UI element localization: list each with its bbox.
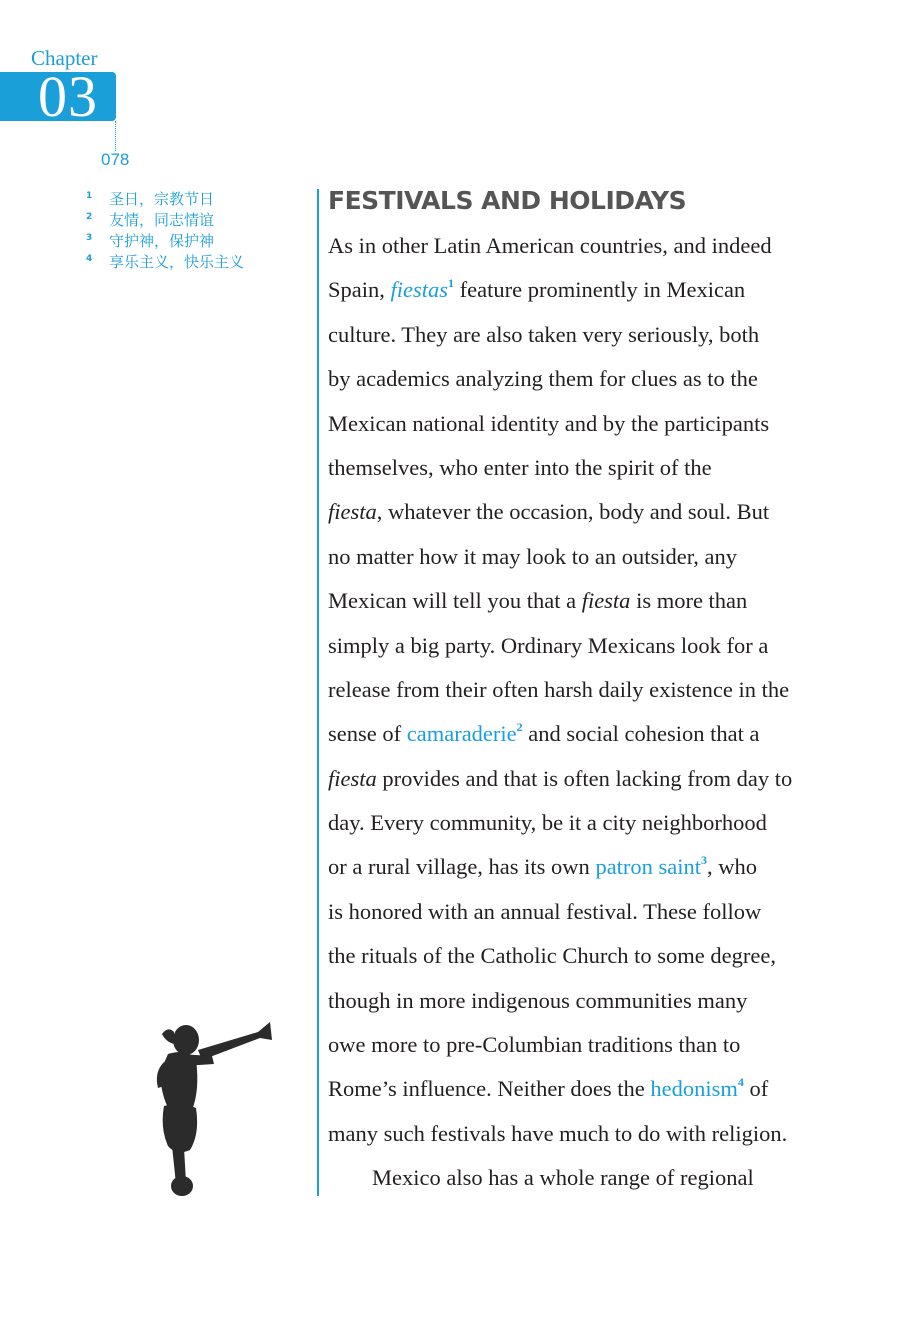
text-line: the rituals of the Catholic Church to some degree, xyxy=(328,943,777,969)
footnote-ref-1: 1 xyxy=(448,276,455,291)
footnote-ref-2: 2 xyxy=(516,720,523,735)
text-line: simply a big party. Ordinary Mexicans look for a xyxy=(328,632,769,658)
glossary-number: 4 xyxy=(86,254,93,264)
text-line: day. Every community, be it a city neighborhood xyxy=(328,810,767,836)
italic-word: fiesta xyxy=(328,765,377,791)
text-line: many such festivals have much to do with religion. xyxy=(328,1120,788,1146)
text-line xyxy=(328,712,848,756)
text-line xyxy=(328,757,848,801)
glossary-item xyxy=(86,252,244,273)
glossary-term-patron-saint: patron saint xyxy=(595,854,702,880)
glossary-term-fiestas: fiestas xyxy=(390,277,449,303)
text-line: Mexico also has a whole range of regional xyxy=(372,1165,754,1191)
text-line xyxy=(328,845,848,889)
text-line: culture. They are also taken very seriously, both xyxy=(328,321,760,347)
glossary-item xyxy=(86,210,244,231)
glossary-number: 2 xyxy=(86,212,93,222)
text-run: feature prominently in Mexican xyxy=(454,277,746,303)
text-line: Mexican national identity and by the participants xyxy=(328,410,770,436)
footnote-ref-4: 4 xyxy=(737,1075,744,1090)
page-number-tick xyxy=(115,121,116,151)
text-line xyxy=(328,579,848,623)
glossary-list xyxy=(86,189,244,273)
text-line: is honored with an annual festival. These follow xyxy=(328,898,762,924)
glossary-term-camaraderie: camaraderie xyxy=(406,721,517,747)
text-run: , who xyxy=(707,854,758,880)
glossary-text: 友情，同志情谊 xyxy=(109,211,215,229)
glossary-item xyxy=(86,189,244,210)
text-line: release from their often harsh daily existence in the xyxy=(328,676,790,702)
body-text xyxy=(328,224,848,1201)
section-heading: FESTIVALS AND HOLIDAYS xyxy=(328,186,687,215)
text-run: , whatever the occasion, body and soul. But xyxy=(376,499,770,525)
text-run: provides and that is often lacking from day to xyxy=(376,765,793,791)
italic-word: fiesta xyxy=(328,499,377,525)
text-run: is more than xyxy=(630,588,748,614)
page-number: 078 xyxy=(101,150,130,169)
text-line xyxy=(328,490,848,534)
text-run: Rome’s influence. Neither does the xyxy=(328,1076,651,1102)
text-line xyxy=(328,1067,848,1111)
trumpet-player-silhouette-icon xyxy=(140,1010,290,1200)
glossary-text: 圣日，宗教节日 xyxy=(109,190,215,208)
text-line: though in more indigenous communities many xyxy=(328,987,748,1013)
glossary-text: 守护神，保护神 xyxy=(109,232,215,250)
text-line xyxy=(328,268,848,312)
text-line: owe more to pre-Columbian traditions than to xyxy=(328,1032,741,1058)
text-run: and social cohesion that a xyxy=(522,721,760,747)
text-run: Mexican will tell you that a xyxy=(328,588,582,614)
chapter-label: Chapter xyxy=(31,46,98,70)
glossary-text: 享乐主义，快乐主义 xyxy=(109,253,245,271)
text-line: themselves, who enter into the spirit of the xyxy=(328,454,712,480)
text-line: by academics analyzing them for clues as to the xyxy=(328,366,758,392)
glossary-term-hedonism: hedonism xyxy=(650,1076,738,1102)
text-run: of xyxy=(743,1076,769,1102)
text-run: Spain, xyxy=(328,277,391,303)
text-line: no matter how it may look to an outsider, any xyxy=(328,543,738,569)
glossary-number: 3 xyxy=(86,233,93,243)
text-run: or a rural village, has its own xyxy=(328,854,596,880)
chapter-number: 03 xyxy=(38,64,98,129)
column-divider xyxy=(317,189,319,1196)
glossary-item xyxy=(86,231,244,252)
text-run: sense of xyxy=(328,721,407,747)
text-line: As in other Latin American countries, and indeed xyxy=(328,233,772,258)
glossary-number: 1 xyxy=(86,191,93,201)
footnote-ref-3: 3 xyxy=(701,853,708,868)
italic-word: fiesta xyxy=(581,588,631,614)
